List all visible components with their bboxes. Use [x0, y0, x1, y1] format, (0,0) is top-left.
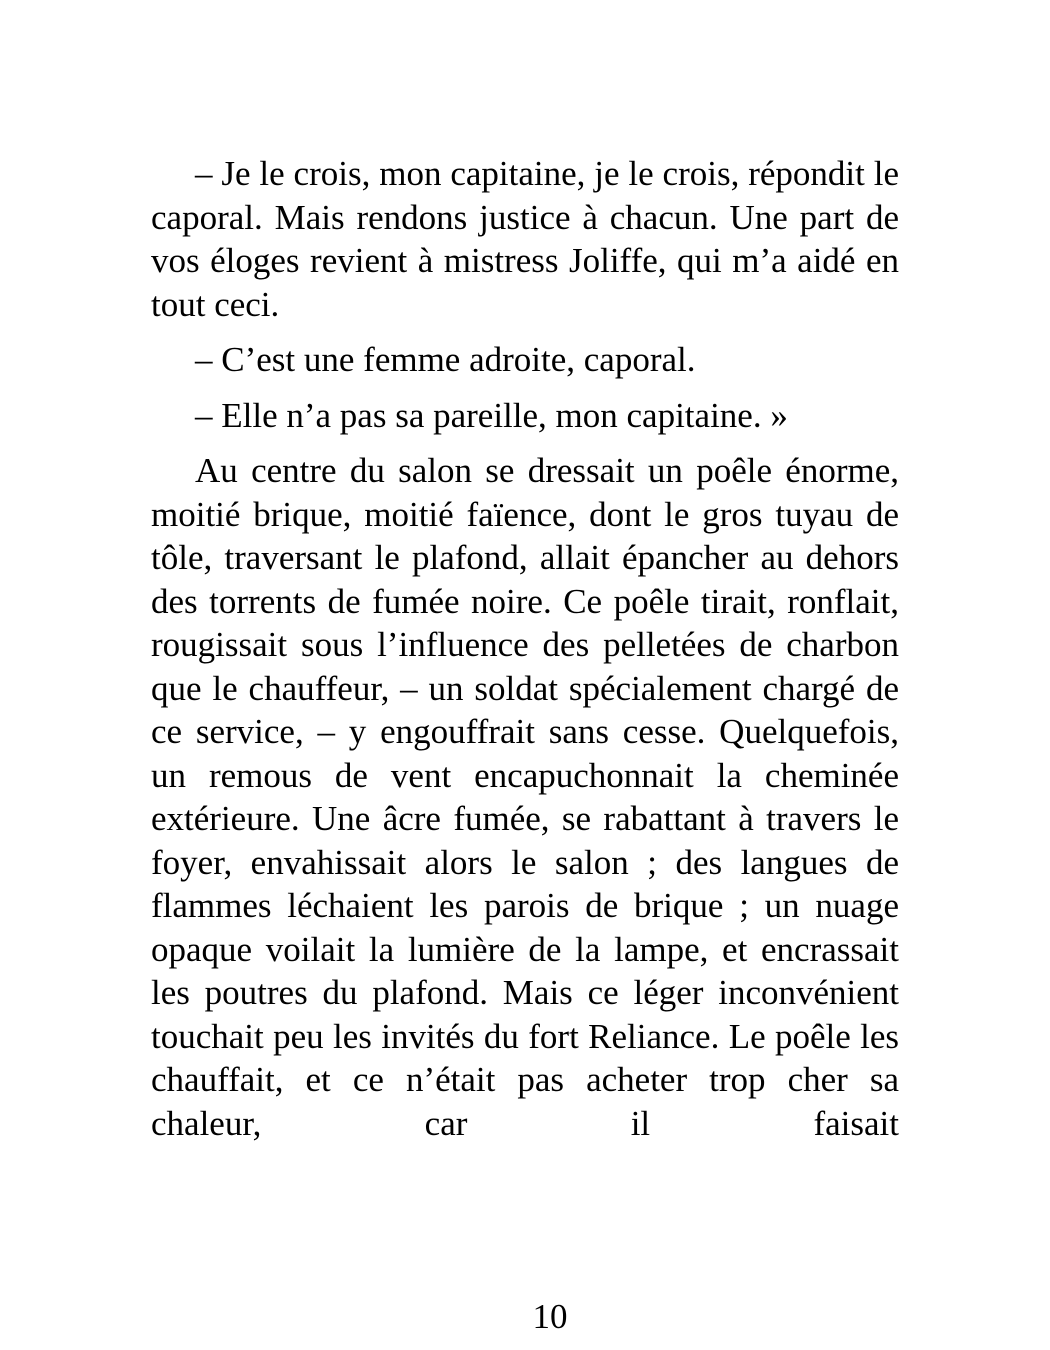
- paragraph-caporal-reply: – Je le crois, mon capitaine, je le crois, répondit le caporal. Mais rendons justice à chacun. Une part de vos éloges revient à mistress Joliffe, qui m’a aidé en tout ceci.: [151, 154, 899, 324]
- paragraph-pas-sa-pareille: – Elle n’a pas sa pareille, mon capitaine. »: [195, 395, 788, 435]
- paragraph-femme-adroite: – C’est une femme adroite, caporal.: [195, 340, 696, 379]
- page-body: [151, 152, 899, 1145]
- paragraph-poele: Au centre du salon se dressait un poêle énorme, moitié brique, moitié faïence, dont le gros tuyau de tôle, traversant le plafond, allait épancher au dehors des torrents de fumée noire. Ce poêle tirait, ronflait, rougissait sous l’influence des pelletées de charbon que le chauffeur, – un soldat spécialement chargé de ce service, – y engouffrait sans cesse. Quelquefois, un remous de vent encapuchonnait la cheminée extérieure. Une âcre fumée, se rabattant à travers le foyer, envahissait alors le salon ; des langues de flammes léchaient les parois de brique ; un nuage opaque voilait la lumière de la lampe, et encrassait les poutres du plafond. Mais ce léger inconvénient touchait peu les invités du fort Reliance. Le poêle les chauffait, et ce n’était pas acheter trop cher sa chaleur, car il faisait: [151, 451, 899, 1143]
- page-number: 10: [532, 1297, 568, 1336]
